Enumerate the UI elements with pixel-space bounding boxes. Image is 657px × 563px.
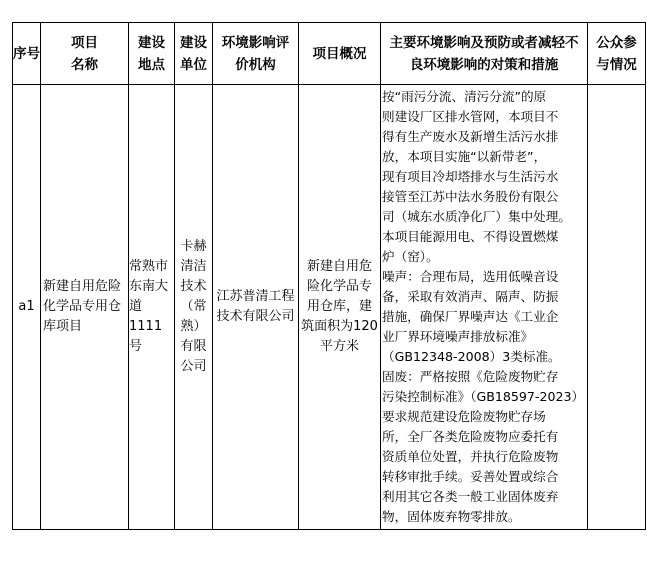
measures-line: 利用其它各类一般工业固体废弃 — [382, 489, 559, 504]
measures-line: 所，全厂各类危险废物应委托有 — [382, 429, 559, 444]
cell-eia-agency: 江苏普清工程技术有限公司 — [213, 85, 299, 530]
measures-line: （GB12348-2008）3类标准。 — [382, 349, 561, 364]
measures-line: 污染控制标准》（GB18597-2023） — [382, 389, 585, 404]
cell-name: 新建自用危险化学品专用仓库项目 — [41, 85, 129, 530]
cell-location: 常熟市东南大道1111号 — [129, 85, 175, 530]
eia-table — [12, 22, 646, 530]
header-eia-agency: 环境影响评 价机构 — [213, 23, 299, 85]
measures-line: 炉（窑）。 — [382, 249, 439, 264]
measures-line: 措施，确保厂界噪声达《工业企 — [382, 309, 559, 324]
header-location: 建设 地点 — [129, 23, 175, 85]
measures-line: 业厂界环境噪声排放标准》 — [382, 329, 534, 344]
header-name: 项目 名称 — [41, 23, 129, 85]
cell-index: a1 — [13, 85, 41, 530]
measures-line: 转移审批手续。妥善处置或综合 — [382, 469, 559, 484]
measures-line: 固废：严格按照《危险废物贮存 — [382, 369, 559, 384]
table-row — [13, 85, 646, 530]
measures-line: 则建设厂区排水管网，本项目不 — [382, 109, 559, 124]
header-row — [13, 23, 646, 85]
measures-line: 现有项目冷却塔排水与生活污水 — [382, 169, 559, 184]
measures-line: 物，固体废弃物零排放。 — [382, 509, 521, 524]
measures-line: 本项目能源用电、不得设置燃煤 — [382, 229, 559, 244]
measures-line: 备，采取有效消声、隔声、防振 — [382, 289, 559, 304]
header-measures: 主要环境影响及预防或者减轻不 良环境影响的对策和措施 — [381, 23, 588, 85]
header-index: 序号 — [13, 23, 41, 85]
measures-line: 得有生产废水及新增生活污水排 — [382, 129, 559, 144]
measures-line: 要求规范建设危险废物贮存场 — [382, 409, 546, 424]
cell-public — [588, 85, 646, 530]
header-overview: 项目概况 — [299, 23, 381, 85]
measures-line: 司（城东水质净化厂）集中处理。 — [382, 209, 571, 224]
header-public: 公众参 与情况 — [588, 23, 646, 85]
cell-unit: 卡赫清洁技术（常熟）有限公司 — [175, 85, 213, 530]
measures-line: 接管至江苏中法水务股份有限公 — [382, 189, 559, 204]
cell-measures — [381, 85, 588, 530]
measures-line: 资质单位处置，并执行危险废物 — [382, 449, 559, 464]
header-unit: 建设 单位 — [175, 23, 213, 85]
measures-line: 按“雨污分流、清污分流”的原 — [382, 89, 547, 104]
cell-overview: 新建自用危险化学品专用仓库，建筑面积为120平方米 — [299, 85, 381, 530]
measures-line: 放，本项目实施“以新带老”， — [382, 149, 547, 164]
measures-line: 噪声：合理布局，选用低噪音设 — [382, 269, 559, 284]
